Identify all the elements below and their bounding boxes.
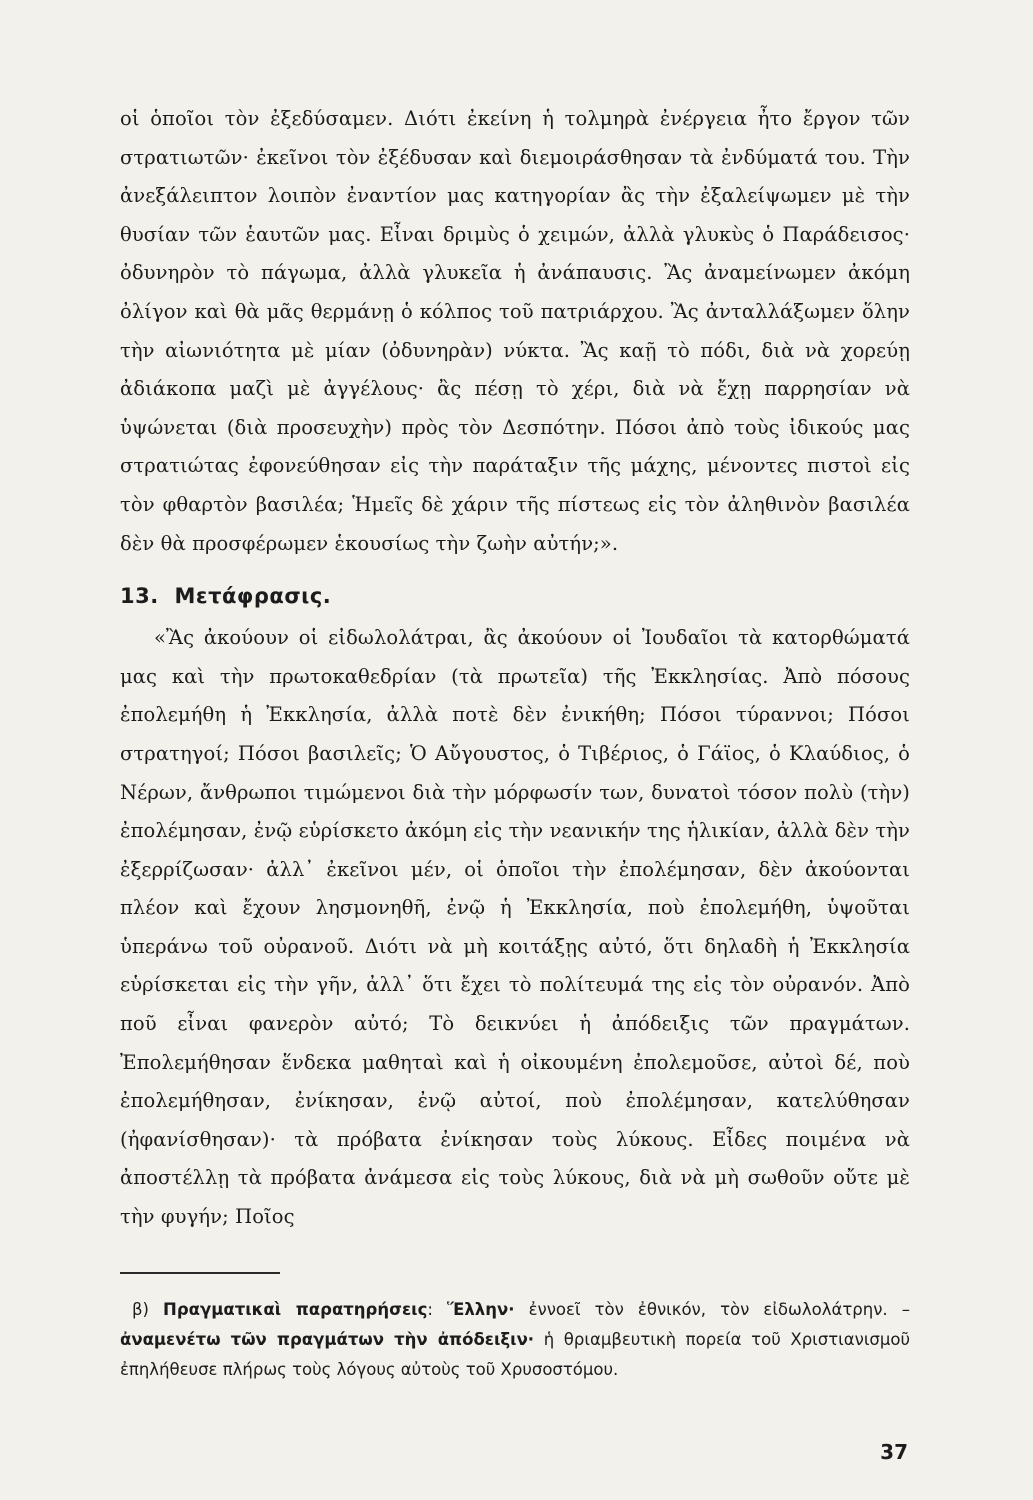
section-title: Μετάφρασις. xyxy=(174,584,332,609)
footnote xyxy=(120,1295,910,1385)
page-body xyxy=(120,100,910,1237)
footnote-term-hellen: Ἕλλην· xyxy=(447,1300,515,1319)
footnote-colon: : xyxy=(427,1300,447,1319)
footnote-heading: Πραγματικαὶ παρατηρήσεις xyxy=(163,1300,428,1319)
main-text xyxy=(120,100,910,1237)
paragraph-continuation: οἱ ὁποῖοι τὸν ἐξεδύσαμεν. Διότι ἐκείνη ἡ τολμηρὰ ἐνέργεια ἦτο ἔργον τῶν στρατιωτῶν· ἐκεῖνοι τὸν ἐξέδυσαν καὶ διεμοιράσθησαν τὰ ἐνδύματά του. Τὴν ἀνεξάλειπτον λοιπὸν ἐναντίον μας κατηγορίαν ἂς τὴν ἐξαλείψωμεν μὲ τὴν θυσίαν τῶν ἑαυτῶν μας. Εἶναι δριμὺς ὁ χειμών, ἀλλὰ γλυκὺς ὁ Παράδεισος· ὀδυνηρὸν τὸ πάγωμα, ἀλλὰ γλυκεῖα ἡ ἀνάπαυσις. Ἂς ἀναμείνωμεν ἀκόμη ὀλίγον καὶ θὰ μᾶς θερμάνῃ ὁ κόλπος τοῦ πατριάρχου. Ἂς ἀνταλλάξωμεν ὅλην τὴν αἰωνιότητα μὲ μίαν (ὀδυνηρὰν) νύκτα. Ἂς καῇ τὸ πόδι, διὰ νὰ χορεύῃ ἀδιάκοπα μαζὶ μὲ ἀγγέλους· ἂς πέσῃ τὸ χέρι, διὰ νὰ ἔχῃ παρρησίαν νὰ ὑψώνεται (διὰ προσευχὴν) πρὸς τὸν Δεσπότην. Πόσοι ἀπὸ τοὺς ἰδικούς μας στρατιώτας ἐφονεύθησαν εἰς τὴν παράταξιν τῆς μάχης, μένοντες πιστοὶ εἰς τὸν φθαρτὸν βασιλέα; Ἡμεῖς δὲ χάριν τῆς πίστεως εἰς τὸν ἀληθινὸν βασιλέα δὲν θὰ προσφέρωμεν ἑκουσίως τὴν ζωὴν αὐτήν;». xyxy=(120,107,910,555)
footnote-marker: β) xyxy=(132,1300,149,1319)
footnote-text-2: ἡ θριαμβευτικὴ πορεία τοῦ Χριστιανισμοῦ ἐπηλήθευσε πλήρως τοὺς λόγους αὐτοὺς τοῦ Χρυσοστόμου. xyxy=(120,1330,910,1379)
footnote-text-1: ἐννοεῖ τὸν ἐθνικόν, τὸν εἰδωλολάτρην. – xyxy=(514,1300,910,1319)
footnote-term-apodeixis: ἀναμενέτω τῶν πραγμάτων τὴν ἀπόδειξιν· xyxy=(120,1330,535,1349)
footnote-divider xyxy=(120,1272,280,1274)
page-number: 37 xyxy=(880,1440,908,1464)
translation-paragraph: «Ἂς ἀκούουν οἱ εἰδωλολάτραι, ἂς ἀκούουν οἱ Ἰουδαῖοι τὰ κατορθώματά μας καὶ τὴν πρωτοκαθεδρίαν (τὰ πρωτεῖα) τῆς Ἐκκλησίας. Ἀπὸ πόσους ἐπολεμήθη ἡ Ἐκκλησία, ἀλλὰ ποτὲ δὲν ἐνικήθη; Πόσοι τύραννοι; Πόσοι στρατηγοί; Πόσοι βασιλεῖς; Ὁ Αὔγουστος, ὁ Τιβέριος, ὁ Γάϊος, ὁ Κλαύδιος, ὁ Νέρων, ἄνθρωποι τιμώμενοι διὰ τὴν μόρφωσίν των, δυνατοὶ τόσον πολὺ (τὴν) ἐπολέμησαν, ἐνῷ εὑρίσκετο ἀκόμη εἰς τὴν νεανικήν της ἡλικίαν, ἀλλὰ δὲν τὴν ἐξερρίζωσαν· ἀλλ᾽ ἐκεῖνοι μέν, οἱ ὁποῖοι τὴν ἐπολέμησαν, δὲν ἀκούονται πλέον καὶ ἔχουν λησμονηθῆ, ἐνῷ ἡ Ἐκκλησία, ποὺ ἐπολεμήθη, ὑψοῦται ὑπεράνω τοῦ οὐρανοῦ. Διότι νὰ μὴ κοιτάξῃς αὐτό, ὅτι δηλαδὴ ἡ Ἐκκλησία εὑρίσκεται εἰς τὴν γῆν, ἀλλ᾽ ὅτι ἔχει τὸ πολίτευμά της εἰς τὸν οὐρανόν. Ἀπὸ ποῦ εἶναι φανερὸν αὐτό; Τὸ δεικνύει ἡ ἀπόδειξις τῶν πραγμάτων. Ἐπολεμήθησαν ἕνδεκα μαθηταὶ καὶ ἡ οἰκουμένη ἐπολεμοῦσε, αὐτοὶ δέ, ποὺ ἐπολεμήθησαν, ἐνίκησαν, ἐνῷ αὐτοί, ποὺ ἐπολέμησαν, κατελύθησαν (ἠφανίσθησαν)· τὰ πρόβατα ἐνίκησαν τοὺς λύκους. Εἶδες ποιμένα νὰ ἀποστέλλῃ τὰ πρόβατα ἀνάμεσα εἰς τοὺς λύκους, διὰ νὰ μὴ σωθοῦν οὔτε μὲ τὴν φυγήν; Ποῖος xyxy=(120,626,910,1229)
section-number: 13. xyxy=(120,584,159,609)
section-heading xyxy=(120,573,910,619)
